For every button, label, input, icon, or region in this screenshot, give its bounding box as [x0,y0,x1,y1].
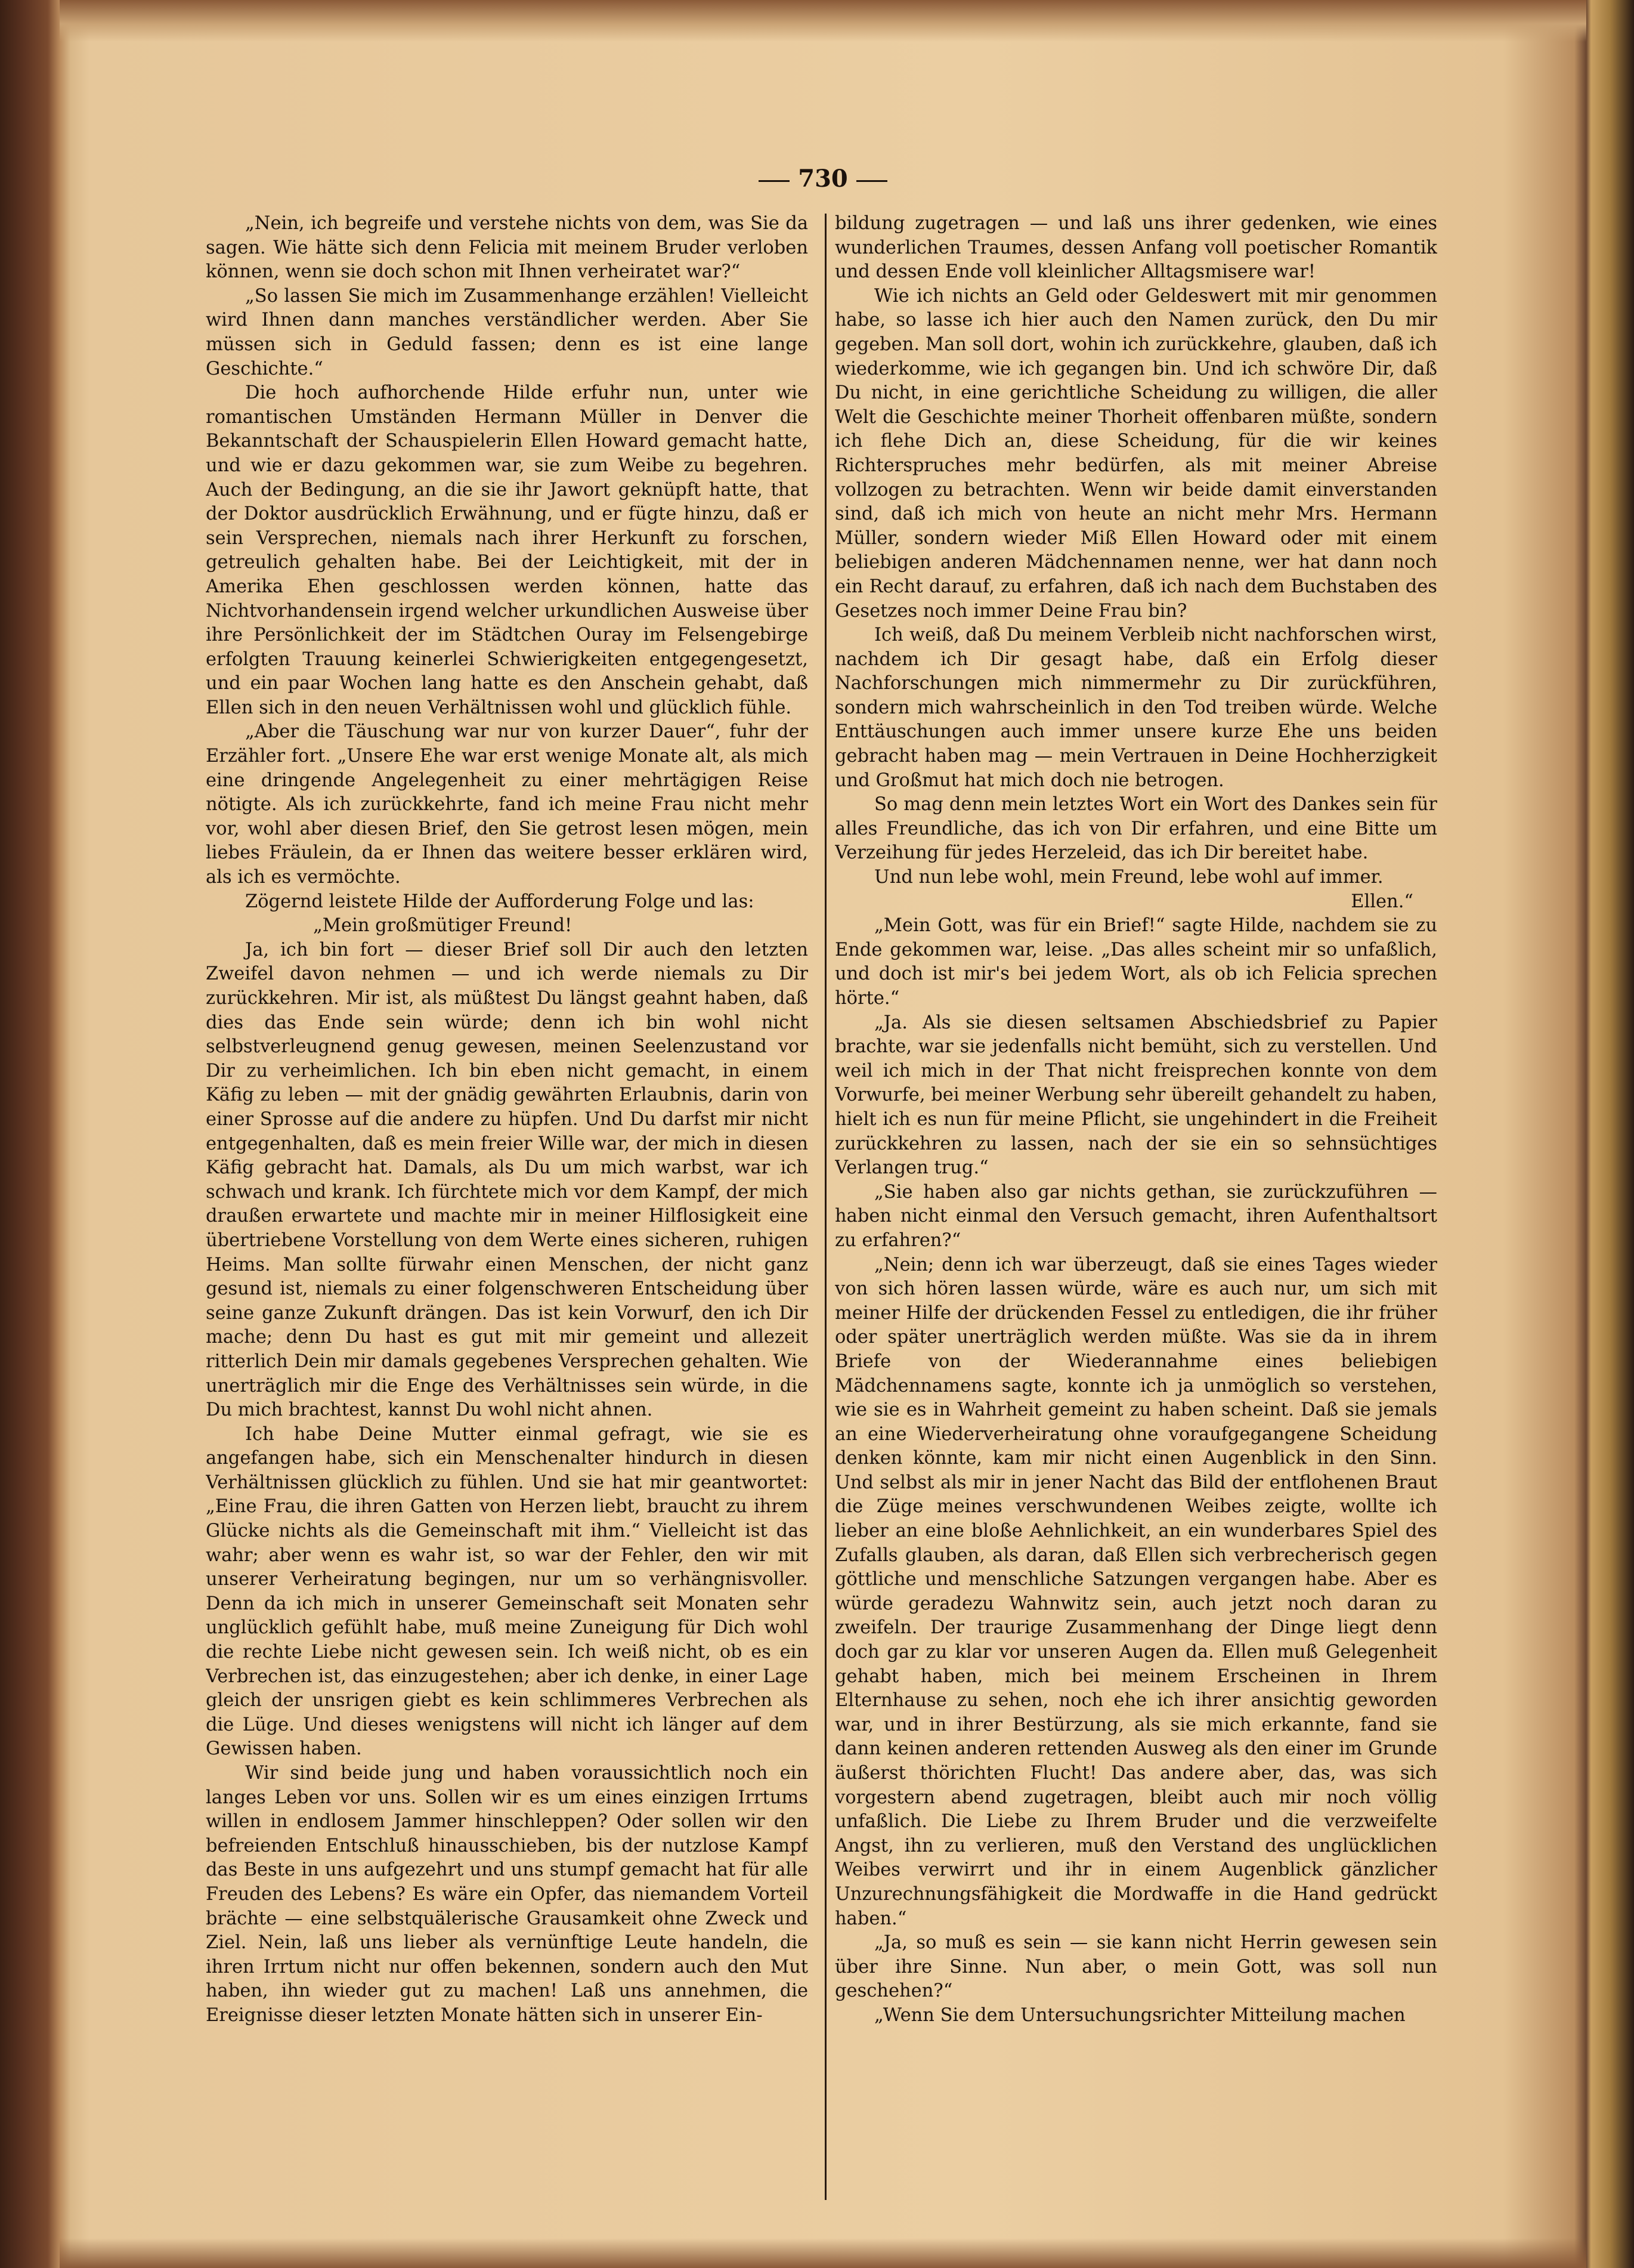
paragraph: Ich weiß, daß Du meinem Verbleib nicht nachforschen wirst, nachdem ich Dir gesagt habe, daß ein Erfolg dieser Nachforschungen mich nimmermehr zu Dir zurückführen, sondern mich wahrscheinlich in den Tod treiben würde. Welche Enttäuschungen auch immer unsere kurze Ehe uns beiden gebracht haben mag — mein Vertrauen in Deine Hochherzigkeit und Großmut hat mich doch nie betrogen. [835,625,1437,791]
paragraph: Und nun lebe wohl, mein Freund, lebe wohl auf immer. [874,867,1384,888]
letter-signature: Ellen.“ [1351,891,1413,912]
page-number-dash-left [759,180,790,182]
paragraph: Ich habe Deine Mutter einmal gefragt, wie sie es angefangen habe, sich ein Menschenalter hindurch in diesen Verhältnissen glücklich zu fühlen. Und sie hat mir geantwortet: „Eine Frau, die ihren Gatten von Herzen liebt, braucht zu ihrem Glücke nichts als die Gemeinschaft mit ihm.“ Vielleicht ist das wahr; aber wenn es wahr ist, so war der Fehler, den wir mit unserer Verheiratung begingen, nur um so verhängnisvoller. Denn da ich mich in unserer Gemeinschaft seit Monaten sehr unglücklich gefühlt habe, muß meine Zuneigung für Dich wohl die rechte Liebe nicht gewesen sein. Ich weiß nicht, ob es ein Verbrechen ist, das einzugestehen; aber ich denke, in einer Lage gleich der unsrigen giebt es kein schlimmeres Verbrechen als die Lüge. Und dieses wenigstens will nicht ich länger auf dem Gewissen haben. [206,1423,808,1760]
paragraph: Die hoch aufhorchende Hilde erfuhr nun, unter wie romantischen Umständen Hermann Müller in Denver die Bekanntschaft der Schauspielerin Ellen Howard gemacht hatte, und wie er dazu gekommen war, sie zum Weibe zu begehren. Auch der Bedingung, an die sie ihr Jawort geknüpft hatte, that der Doktor ausdrücklich Erwähnung, und er fügte hinzu, daß er sein Versprechen, niemals nach ihrer Herkunft zu forschen, getreulich gehalten habe. Bei der Leichtigkeit, mit der in Amerika Ehen geschlossen werden können, hatte das Nichtvorhandensein irgend welcher urkundlichen Ausweise über ihre Persönlichkeit der im Städtchen Ouray im Felsengebirge erfolgten Trauung keinerlei Schwierigkeiten entgegengesetzt, und ein paar Wochen lang hatte es den Anschein gehabt, daß Ellen sich in den neuen Verhältnissen wohl und glücklich fühle. [206,382,808,718]
paragraph: So mag denn mein letztes Wort ein Wort des Dankes sein für alles Freundliche, das ich von Dir erfahren, und eine Bitte um Verzeihung für jedes Herzeleid, das ich Dir bereitet habe. [835,794,1437,864]
page-number-dash-right [856,180,887,182]
letter-salutation: „Mein großmütiger Freund! [313,915,572,937]
paragraph: „Wenn Sie dem Untersuchungsrichter Mitteilung machen [874,2004,1406,2026]
paragraph: „Nein; denn ich war überzeugt, daß sie eines Tages wieder von sich hören lassen würde, wäre es auch nur, um sich mit meiner Hilfe der drückenden Fessel zu entledigen, die ihr früher oder später unerträglich werden müßte. Was sie da in ihrem Briefe von der Wiederannahme eines beliebigen Mädchennamens sagte, konnte ich ja unmöglich so verstehen, wie sie es in Wahrheit gemeint zu haben scheint. Daß sie jemals an eine Wiederverheiratung ohne voraufgegangene Scheidung denken könnte, kam mir nicht einen Augenblick in den Sinn. Und selbst als mir in jener Nacht das Bild der entflohenen Braut die Züge meines verschwundenen Weibes zeigte, wollte ich lieber an eine bloße Aehnlichkeit, an ein wunderbares Spiel des Zufalls glauben, als daran, daß Ellen sich verbrecherisch gegen göttliche und menschliche Satzungen vergangen habe. Aber es würde geradezu Wahnwitz sein, auch jetzt noch daran zu zweifeln. Der traurige Zusammenhang der Dinge liegt denn doch gar zu klar vor unseren Augen da. Ellen muß Gelegenheit gehabt haben, mich bei meinem Erscheinen in Ihrem Elternhause zu sehen, noch ehe ich ihrer ansichtig geworden war, und in ihrer Bestürzung, als sie mich erkannte, fand sie dann keinen anderen rettenden Ausweg als den einer im Grunde äußerst thörichten Flucht! Das andere aber, das, was sich vorgestern abend zugetragen, bleibt auch mir noch völlig unfaßlich. Die Liebe zu Ihrem Bruder und die verzweifelte Angst, ihn zu verlieren, muß den Verstand des unglücklichen Weibes verwirrt und ihr in einem Augenblick gänzlicher Unzurechnungsfähigkeit die Mordwaffe in die Hand gedrückt haben.“ [835,1254,1437,1929]
paragraph: „Ja, so muß es sein — sie kann nicht Herrin gewesen sein über ihre Sinne. Nun aber, o mein Gott, was soll nun geschehen?“ [835,1932,1437,2002]
paragraph: bildung zugetragen — und laß uns ihrer gedenken, wie eines wunderlichen Traumes, dessen Anfang voll poetischer Romantik und dessen Ende voll kleinlicher Alltagsmisere war! [835,213,1437,283]
paragraph: Wir sind beide jung und haben voraussichtlich noch ein langes Leben vor uns. Sollen wir es um eines einzigen Irrtums willen in endlosem Jammer hinschleppen? Oder sollen wir den befreienden Entschluß hinausschieben, bis der nutzlose Kampf das Beste in uns aufgezehrt und uns stumpf gemacht hat für alle Freuden des Lebens? Es wäre ein Opfer, das niemandem Vorteil brächte — eine selbstquälerische Grausamkeit ohne Zweck und Ziel. Nein, laß uns lieber als vernünftige Leute handeln, die ihren Irrtum nicht nur offen bekennen, sondern auch den Mut haben, ihn wieder gut zu machen! Laß uns annehmen, die Ereignisse dieser letzten Monate hätten sich in unserer Ein- [206,1763,808,2026]
text-column-right [835,212,1437,2204]
page-top-shadow [60,0,1586,42]
paragraph: Ja, ich bin fort — dieser Brief soll Dir auch den letzten Zweifel davon nehmen — und ich werde niemals zu Dir zurückkehren. Mir ist, als müßtest Du längst geahnt haben, daß dies das Ende sein würde; denn ich bin wohl nicht selbstverleugnend genug gewesen, meinen Seelenzustand vor Dir zu verheimlichen. Ich bin eben nicht gemacht, in einem Käfig zu leben — mit der gnädig gewährten Erlaubnis, darin von einer Sprosse auf die andere zu hüpfen. Und Du darfst mir nicht entgegenhalten, daß es mein freier Wille war, der mich in diesen Käfig gebracht hat. Damals, als Du um mich warbst, war ich schwach und krank. Ich fürchtete mich vor dem Kampf, der mich draußen erwartete und machte mir in meiner Hilflosigkeit eine übertriebene Vorstellung von dem Werte eines sicheren, ruhigen Heims. Man sollte fürwahr einen Menschen, der nicht ganz gesund ist, niemals zu einer folgenschweren Entscheidung über seine ganze Zukunft drängen. Das ist kein Vorwurf, den ich Dir mache; denn Du hast es gut mit mir gemeint und allezeit ritterlich Dein mir damals gegebenes Versprechen gehalten. Wie unerträglich mir die Enge des Verhältnisses sein würde, in die Du mich brachtest, kannst Du wohl nicht ahnen. [206,939,808,1421]
page-number-header [716,161,930,197]
paragraph: Zögernd leistete Hilde der Aufforderung Folge und las: [245,891,754,912]
paragraph: „Aber die Täuschung war nur von kurzer Dauer“, fuhr der Erzähler fort. „Unsere Ehe war erst wenige Monate alt, als mich eine dringende Angelegenheit zu einer mehrtägigen Reise nötigte. Als ich zurückkehrte, fand ich meine Frau nicht mehr vor, wohl aber diesen Brief, den Sie getrost lesen mögen, mein liebes Fräulein, da er Ihnen das weitere besser erklären wird, als ich es vermöchte. [206,721,808,888]
paragraph: „Mein Gott, was für ein Brief!“ sagte Hilde, nachdem sie zu Ende gekommen war, leise. „Das alles scheint mir so unfaßlich, und doch ist mir's bei jedem Wort, als ob ich Felicia sprechen hörte.“ [835,915,1437,1009]
page-bottom-shadow [60,2238,1586,2268]
paragraph: Wie ich nichts an Geld oder Geldeswert mit mir genommen habe, so lasse ich hier auch den Namen zurück, den Du mir gegeben. Man soll dort, wohin ich zurückkehre, glauben, daß ich wiederkomme, wie ich gegangen bin. Und ich schwöre Dir, daß Du nicht, in eine gerichtliche Scheidung zu willigen, die aller Welt die Geschichte meiner Thorheit offenbaren müßte, sondern ich flehe Dich an, diese Scheidung, für die wir keines Richterspruches mehr bedürfen, als mit meiner Abreise vollzogen zu betrachten. Wenn wir beide damit einverstanden sind, daß ich mich von heute an nicht mehr Mrs. Hermann Müller, sondern wieder Miß Ellen Howard oder mit einem beliebigen anderen Mädchennamen nenne, wer hat dann noch ein Recht darauf, zu erfahren, daß ich nach dem Buchstaben des Gesetzes noch immer Deine Frau bin? [835,285,1437,622]
text-column-left [206,212,808,2204]
paragraph: „Nein, ich begreife und verstehe nichts von dem, was Sie da sagen. Wie hätte sich denn Felicia mit meinem Bruder verloben können, wenn sie doch schon mit Ihnen verheiratet war?“ [206,213,808,283]
column-divider [825,214,827,2200]
paragraph: „Sie haben also gar nichts gethan, sie zurückzuführen — haben nicht einmal den Versuch gemacht, ihren Aufenthaltsort zu erfahren?“ [835,1181,1437,1251]
paragraph: „So lassen Sie mich im Zusammenhange erzählen! Vielleicht wird Ihnen dann manches verständlicher werden. Aber Sie müssen sich in Geduld fassen; denn es ist eine lange Geschichte.“ [206,285,808,379]
page-number: 730 [798,165,848,193]
paragraph: „Ja. Als sie diesen seltsamen Abschiedsbrief zu Papier brachte, war sie jedenfalls nicht bemüht, sich zu verstellen. Und weil ich mich in der That nicht freisprechen konnte von dem Vorwurfe, bei meiner Werbung sehr übereilt gehandelt zu haben, hielt ich es nun für meine Pflicht, sie ungehindert in die Freiheit zurückkehren zu lassen, nach der sie ein so sehnsüchtiges Verlangen trug.“ [835,1012,1437,1179]
